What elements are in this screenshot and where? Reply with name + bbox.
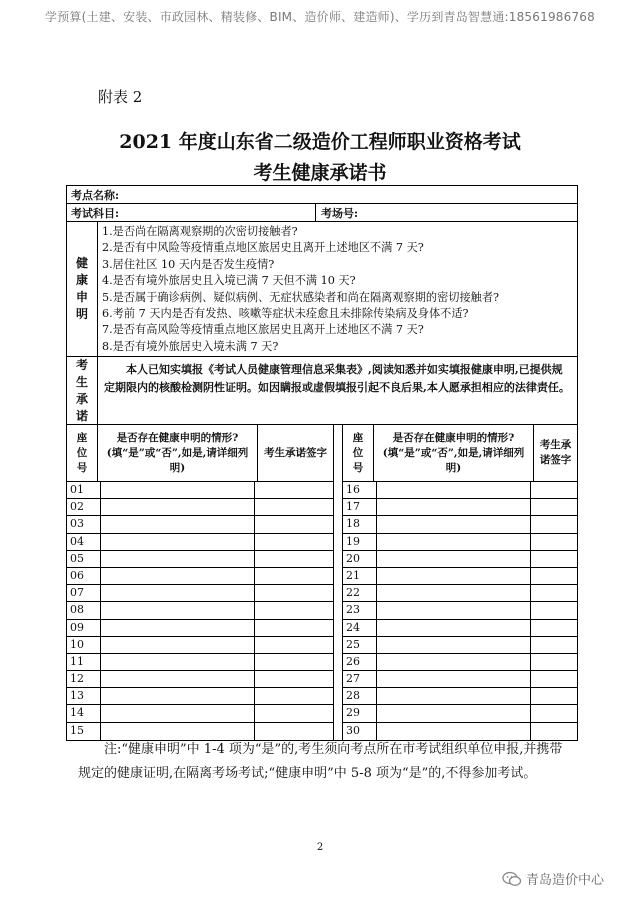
health-declaration-row — [67, 222, 577, 357]
seat-number: 13 — [67, 688, 101, 704]
footnote: 注:“健康申明”中 1-4 项为“是”的,考生须向考点所在市考试组织单位申报,并携带规定的健康证明,在隔离考场考试;“健康申明”中 5-8 项为“是”的,不得参加考试。 — [78, 742, 563, 781]
table-row — [67, 568, 333, 585]
signature-cell[interactable] — [531, 568, 577, 584]
seat-table — [67, 425, 577, 740]
health-status-cell[interactable] — [377, 705, 531, 721]
brand-name: 青岛造价中心 — [526, 873, 605, 888]
seat-table-right — [342, 425, 577, 740]
seat-number: 22 — [343, 585, 377, 601]
signature-header: 考生承诺签字 — [264, 446, 327, 459]
health-item: 2.是否有中风险等疫情重点地区旅居史且离开上述地区不满 7 天? — [102, 241, 424, 255]
signature-cell[interactable] — [255, 654, 333, 670]
signature-cell[interactable] — [531, 637, 577, 653]
signature-cell[interactable] — [531, 654, 577, 670]
health-status-cell[interactable] — [377, 654, 531, 670]
signature-cell[interactable] — [531, 534, 577, 550]
table-row — [67, 602, 333, 619]
table-header — [67, 425, 333, 482]
seat-header: 座位号 — [343, 425, 374, 481]
signature-cell[interactable] — [255, 516, 333, 532]
health-status-cell[interactable] — [101, 534, 255, 550]
seat-number: 20 — [343, 551, 377, 567]
seat-number: 28 — [343, 688, 377, 704]
seat-number: 23 — [343, 602, 377, 618]
table-row — [343, 499, 577, 516]
seat-number: 10 — [67, 637, 101, 653]
seat-number: 06 — [67, 568, 101, 584]
table-row — [343, 637, 577, 654]
health-status-cell[interactable] — [377, 482, 531, 498]
signature-cell[interactable] — [255, 620, 333, 636]
pledge-label: 考生承诺 — [67, 357, 98, 424]
exam-subject-label: 考试科目: — [71, 207, 120, 220]
table-row — [343, 620, 577, 637]
seat-number: 24 — [343, 620, 377, 636]
table-row — [343, 551, 577, 568]
table-row — [343, 585, 577, 602]
signature-cell[interactable] — [531, 551, 577, 567]
seat-number: 30 — [343, 723, 377, 740]
health-declaration-label: 健康申明 — [67, 222, 98, 356]
health-status-cell[interactable] — [101, 568, 255, 584]
signature-cell[interactable] — [531, 499, 577, 515]
table-row — [67, 654, 333, 671]
table-row — [343, 602, 577, 619]
health-item: 7.是否有高风险等疫情重点地区旅居史且离开上述地区不满 7 天? — [102, 323, 424, 337]
seat-number: 17 — [343, 499, 377, 515]
health-declaration-list — [98, 222, 503, 356]
health-status-cell[interactable] — [377, 620, 531, 636]
table-row — [343, 688, 577, 705]
brand-watermark — [502, 869, 604, 888]
health-status-cell[interactable] — [101, 499, 255, 515]
health-status-cell[interactable] — [377, 602, 531, 618]
pledge-form — [66, 185, 578, 741]
table-row — [67, 637, 333, 654]
health-status-cell[interactable] — [101, 516, 255, 532]
signature-cell[interactable] — [255, 551, 333, 567]
wechat-icon — [502, 871, 522, 887]
seat-number: 02 — [67, 499, 101, 515]
seat-number: 08 — [67, 602, 101, 618]
health-status-cell[interactable] — [377, 499, 531, 515]
seat-number: 25 — [343, 637, 377, 653]
health-status-cell[interactable] — [377, 637, 531, 653]
health-status-cell[interactable] — [101, 551, 255, 567]
health-status-cell[interactable] — [101, 482, 255, 498]
table-row — [343, 671, 577, 688]
table-row — [67, 671, 333, 688]
table-row — [67, 620, 333, 637]
health-status-cell[interactable] — [101, 585, 255, 601]
page-subtitle: 考生健康承诺书 — [253, 162, 387, 184]
table-row — [67, 482, 333, 499]
signature-cell[interactable] — [531, 602, 577, 618]
health-status-cell[interactable] — [101, 620, 255, 636]
health-status-cell[interactable] — [377, 568, 531, 584]
health-status-cell[interactable] — [377, 534, 531, 550]
exam-room-label: 考场号: — [315, 204, 577, 221]
seat-number: 11 — [67, 654, 101, 670]
table-row — [67, 534, 333, 551]
signature-cell[interactable] — [531, 482, 577, 498]
table-row — [67, 688, 333, 705]
signature-cell[interactable] — [531, 688, 577, 704]
table-row — [343, 534, 577, 551]
seat-number: 01 — [67, 482, 101, 498]
signature-cell[interactable] — [255, 585, 333, 601]
health-status-cell[interactable] — [377, 551, 531, 567]
signature-cell[interactable] — [255, 568, 333, 584]
seat-number: 16 — [343, 482, 377, 498]
health-status-cell[interactable] — [377, 688, 531, 704]
health-item: 4.是否有境外旅居史且入境已满 7 天但不满 10 天? — [102, 274, 356, 288]
seat-number: 04 — [67, 534, 101, 550]
health-item: 1.是否尚在隔离观察期的次密切接触者? — [102, 225, 298, 238]
seat-number: 12 — [67, 671, 101, 687]
signature-cell[interactable] — [255, 705, 333, 721]
table-row — [67, 499, 333, 516]
seat-number: 18 — [343, 516, 377, 532]
seat-number: 27 — [343, 671, 377, 687]
pledge-row — [67, 357, 577, 425]
signature-cell[interactable] — [531, 620, 577, 636]
health-status-cell[interactable] — [101, 654, 255, 670]
signature-header: 考生承诺签字 — [539, 439, 572, 466]
seat-number: 09 — [67, 620, 101, 636]
table-row — [343, 482, 577, 499]
health-item: 5.是否属于确诊病例、疑似病例、无症状感染者和尚在隔离观察期的密切接触者? — [102, 290, 500, 304]
health-status-cell[interactable] — [377, 671, 531, 687]
table-row — [67, 585, 333, 602]
health-status-cell[interactable] — [101, 671, 255, 687]
page-title: 2021 年度山东省二级造价工程师职业资格考试 — [119, 131, 521, 153]
signature-cell[interactable] — [255, 602, 333, 618]
health-item: 6.考前 7 天内是否有发热、咳嗽等症状未痊愈且未排除传染病及身体不适? — [102, 307, 469, 321]
health-status-cell[interactable] — [101, 602, 255, 618]
seat-number: 07 — [67, 585, 101, 601]
table-row — [67, 705, 333, 722]
health-status-header: 是否存在健康申明的情形?(填“是”或“否”,如是,请详细列明) — [98, 425, 258, 481]
seat-number: 29 — [343, 705, 377, 721]
signature-cell[interactable] — [255, 688, 333, 704]
seat-number: 03 — [67, 516, 101, 532]
health-item: 8.是否有境外旅居史入境未满 7 天? — [102, 339, 279, 353]
signature-cell[interactable] — [531, 671, 577, 687]
table-header — [343, 425, 577, 482]
signature-cell[interactable] — [531, 585, 577, 601]
appendix-label: 附表 2 — [98, 88, 143, 106]
signature-cell[interactable] — [531, 705, 577, 721]
seat-number: 14 — [67, 705, 101, 721]
signature-cell[interactable] — [255, 671, 333, 687]
seat-number: 15 — [67, 723, 101, 740]
health-status-header: 是否存在健康申明的情形?(填“是”或“否”,如是,请详细列明) — [374, 425, 534, 481]
exam-site-row — [67, 186, 577, 204]
header-advertisement: 学预算(土建、安装、市政园林、精装修、BIM、造价师、建造师)、学历到青岛智慧通:18561986768 — [45, 10, 595, 24]
seat-number: 21 — [343, 568, 377, 584]
table-row — [67, 516, 333, 533]
exam-subject-row — [67, 204, 577, 222]
seat-header: 座位号 — [67, 425, 98, 481]
health-status-cell[interactable] — [377, 585, 531, 601]
signature-cell[interactable] — [255, 482, 333, 498]
health-status-cell[interactable] — [101, 688, 255, 704]
pledge-text: 本人已知实填报《考试人员健康管理信息采集表》,阅读知悉并如实填报健康申明,已提供规定期限内的核酸检测阴性证明。如因瞒报或虚假填报引起不良后果,本人愿承担相应的法律责任。 — [104, 363, 570, 394]
signature-cell[interactable] — [255, 637, 333, 653]
table-row — [343, 654, 577, 671]
seat-number: 26 — [343, 654, 377, 670]
table-row — [67, 551, 333, 568]
health-status-cell[interactable] — [101, 637, 255, 653]
health-status-cell[interactable] — [377, 516, 531, 532]
exam-site-label: 考点名称: — [71, 189, 120, 202]
seat-number: 19 — [343, 534, 377, 550]
page-number: 2 — [316, 842, 324, 853]
signature-cell[interactable] — [255, 499, 333, 515]
signature-cell[interactable] — [531, 516, 577, 532]
seat-table-left — [67, 425, 334, 740]
table-row — [343, 705, 577, 722]
health-status-cell[interactable] — [101, 705, 255, 721]
seat-number: 05 — [67, 551, 101, 567]
table-row — [343, 568, 577, 585]
health-item: 3.居住社区 10 天内是否发生疫情? — [102, 257, 275, 271]
table-row — [343, 516, 577, 533]
signature-cell[interactable] — [255, 534, 333, 550]
